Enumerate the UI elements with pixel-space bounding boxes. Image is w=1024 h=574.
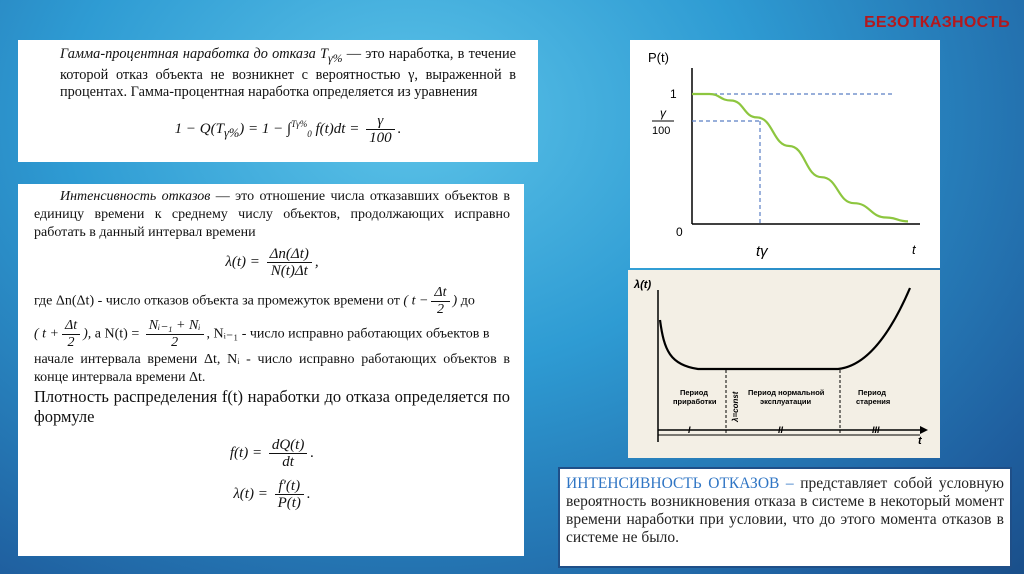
gamma-eq-integrand: f(t)dt = xyxy=(315,120,360,137)
intensity-definition-rest: — это отношение числа отказавших объектов в единицу времени к среднему числу объектов, продолжающих исправно работать в данный интервал времени xyxy=(34,189,511,240)
where1-fraction xyxy=(431,285,449,318)
x-mark-label: tγ xyxy=(756,243,768,260)
where1-to: до xyxy=(457,293,475,309)
where1-text: где Δn(Δt) - число отказов объекта за промежуток времени от xyxy=(34,293,400,309)
intensity-term: Интенсивность отказов xyxy=(60,189,211,204)
f1-left: λ(t) = xyxy=(225,253,260,270)
period3-line2: старения xyxy=(856,397,891,406)
zone-1-label: I xyxy=(688,425,691,435)
gamma-term: Гамма-процентная наработка до отказа xyxy=(60,46,316,62)
intensity-panel xyxy=(18,184,524,556)
where2-n-den: 2 xyxy=(171,335,179,350)
x-axis-label: t xyxy=(912,242,916,257)
f2-num: dQ(t) xyxy=(269,437,308,454)
gamma-definition xyxy=(60,46,516,101)
gamma-eq-left: 1 − Q(T xyxy=(174,120,224,137)
intensity-definition xyxy=(34,188,510,242)
where-line-3: начале интервала времени Δt, Nᵢ - число исправно работающих объектов в конце интервала времени Δt. xyxy=(34,352,510,385)
bathtub-chart xyxy=(628,270,940,458)
period1-line2: приработки xyxy=(673,397,717,406)
where1-paren-left: ( t − xyxy=(403,293,429,309)
gamma-eq-num: γ xyxy=(366,113,395,130)
gamma-eq-mid: ) = 1 − ∫ xyxy=(239,120,292,137)
gamma-equation: $1 - Q(T_{\gamma\%}) = 1 - \int^{T\gamma\%}_0$ f(t)dt = $\frac{\gamma}{100}$ . xyxy=(174,112,402,146)
where2-num: Δt xyxy=(62,318,80,335)
gamma-percent-panel xyxy=(18,40,538,162)
where2-rest: , Nᵢ₋₁ - число исправно работающих объектов в xyxy=(206,326,490,342)
f1-den: N(t)Δt xyxy=(270,263,308,279)
gamma-eq-int-upper: Tγ% xyxy=(291,118,308,129)
where2-n-fraction xyxy=(146,318,204,351)
where1-paren-right: ) xyxy=(452,293,458,309)
where-line-2 xyxy=(34,318,510,351)
slide-title: БЕЗОТКАЗНОСТЬ xyxy=(864,14,1010,31)
where2-n-num: Nᵢ₋₁ + Nᵢ xyxy=(146,318,204,335)
where2-fraction xyxy=(62,318,80,351)
definition-highlight: ИНТЕНСИВНОСТЬ ОТКАЗОВ – xyxy=(566,475,794,492)
f3-left: λ(t) = xyxy=(233,485,268,502)
where2-paren-left: ( t + xyxy=(34,326,59,342)
zone-2-label: II xyxy=(778,425,784,435)
where1-num: Δt xyxy=(431,285,449,302)
y-axis-label: P(t) xyxy=(648,50,669,65)
f1-fraction xyxy=(267,246,312,279)
period2-line1: Период нормальной xyxy=(748,388,825,397)
gamma-definition-rest: — это наработка, в течение которой отказ объекта не возникнет с вероятностью γ, выраженной в процентах. Гамма-процентная наработка определяется из уравнения xyxy=(60,46,516,100)
intensity-formula xyxy=(34,246,510,279)
density-text: Плотность распределения f(t) наработки до отказа определяется по формуле xyxy=(34,387,510,426)
y-tick-one: 1 xyxy=(670,87,677,101)
bathtub-x-arrow xyxy=(920,426,928,434)
gamma-eq-sub: γ% xyxy=(223,125,240,140)
y-tick-gamma-num: γ xyxy=(660,106,666,120)
bathtub-x-label: t xyxy=(918,435,922,447)
reliability-chart-svg xyxy=(630,40,940,268)
f1-end: , xyxy=(314,253,319,270)
period2-line2: эксплуатации xyxy=(760,397,812,406)
where1-den: 2 xyxy=(436,302,444,317)
f3-fraction xyxy=(275,478,304,511)
bathtub-y-label: λ(t) xyxy=(634,279,652,291)
y-tick-gamma-den: 100 xyxy=(652,125,671,137)
where-line-1 xyxy=(34,285,510,318)
f2-end: . xyxy=(310,444,315,461)
period3-line1: Период xyxy=(858,388,886,397)
period1-line1: Период xyxy=(680,388,708,397)
gamma-eq-den: 100 xyxy=(369,129,392,146)
lambda-formula xyxy=(34,478,510,511)
zone-3-label: III xyxy=(872,425,880,435)
where2-a: а N(t) = xyxy=(91,326,140,342)
origin-label: 0 xyxy=(676,225,683,239)
bathtub-chart-svg xyxy=(628,270,940,458)
reliability-chart xyxy=(630,40,940,268)
gamma-eq-int-lower: 0 xyxy=(307,128,312,139)
bathtub-curve xyxy=(660,288,910,369)
reliability-curve xyxy=(692,94,908,221)
where2-paren-right: ), xyxy=(83,326,92,342)
f2-left: f(t) = xyxy=(229,444,263,461)
f1-num: Δn(Δt) xyxy=(267,246,312,263)
density-formula xyxy=(34,437,510,470)
f3-end: . xyxy=(306,485,311,502)
definition-box xyxy=(558,467,1012,568)
f2-fraction xyxy=(269,437,308,470)
gamma-eq-fraction xyxy=(366,113,395,146)
gamma-symbol: T xyxy=(320,46,328,62)
gamma-symbol-sub: γ% xyxy=(327,50,343,65)
definition-text: представляет собой условную вероятность возникновения отказа в системе в некоторый момент времени наработки при условии, что до этого момента отказов в системе не было. xyxy=(566,475,1004,546)
f3-num: f′(t) xyxy=(275,478,304,495)
f3-den: P(t) xyxy=(277,495,301,511)
f2-den: dt xyxy=(282,454,294,470)
where2-den: 2 xyxy=(67,335,75,350)
lambda-const-label: λ=const xyxy=(731,391,740,422)
